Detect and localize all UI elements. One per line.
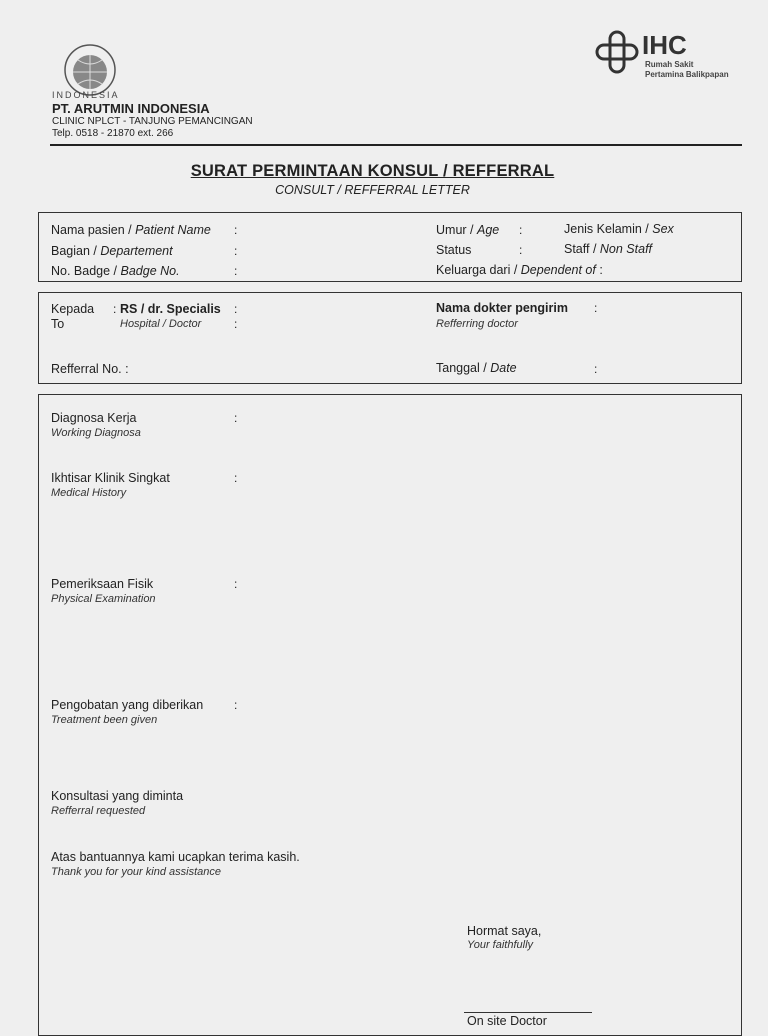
referring-doctor-label: Nama dokter pengirim xyxy=(436,301,568,315)
ihc-line2: Pertamina Balikpapan xyxy=(645,70,729,79)
to-label: Kepada xyxy=(51,302,95,316)
ihc-logo-text: IHC xyxy=(642,30,687,60)
physical-exam-label: Pemeriksaan Fisik xyxy=(51,577,154,591)
physical-exam-colon: : xyxy=(234,577,238,591)
patient-name-label: Nama pasien / Patient Name xyxy=(51,223,211,237)
ihc-cross-logo xyxy=(594,29,640,75)
treatment-colon: : xyxy=(234,698,238,712)
seal-bottom-text: INDONESIA xyxy=(52,90,120,100)
department-label: Bagian / Departement xyxy=(51,244,173,258)
badge-label: No. Badge / Badge No. xyxy=(51,264,180,278)
patient-name-colon: : xyxy=(234,223,238,237)
age-label: Umur / Age xyxy=(436,223,500,237)
regards-text: Hormat saya, xyxy=(467,924,542,938)
signature-caption: On site Doctor xyxy=(467,1014,547,1028)
working-diagnosis-colon: : xyxy=(234,411,238,425)
dependent-label: Keluarga dari / Dependent of : xyxy=(436,263,603,277)
date-label: Tanggal / Date xyxy=(436,361,517,375)
form-title: SURAT PERMINTAAN KONSUL / REFFERRAL xyxy=(190,162,555,180)
ihc-line1: Rumah Sakit xyxy=(645,60,694,69)
company-name: PT. ARUTMIN INDONESIA xyxy=(52,101,210,116)
treatment-label-en: Treatment been given xyxy=(51,714,158,726)
to-colon-3: : xyxy=(234,317,238,331)
sex-label: Jenis Kelamin / Sex xyxy=(564,222,674,236)
form-subtitle: CONSULT / REFFERRAL LETTER xyxy=(275,183,470,197)
referring-doctor-label-en: Refferring doctor xyxy=(436,318,518,330)
medical-history-label-en: Medical History xyxy=(51,487,127,499)
to-colon-1: : xyxy=(113,302,117,316)
to-value-sub: Hospital / Doctor xyxy=(120,318,202,330)
medical-history-label: Ikhtisar Klinik Singkat xyxy=(51,471,170,485)
date-colon: : xyxy=(594,362,598,376)
age-colon: : xyxy=(519,223,523,237)
referring-doctor-colon: : xyxy=(594,301,598,315)
signature-line xyxy=(464,1012,592,1013)
to-value: RS / dr. Specialis xyxy=(120,302,221,316)
thanks-text: Atas bantuannya kami ucapkan terima kasih. xyxy=(51,850,300,864)
treatment-label: Pengobatan yang diberikan xyxy=(51,698,204,712)
badge-colon: : xyxy=(234,264,238,278)
consultation-label: Konsultasi yang diminta xyxy=(51,789,184,803)
working-diagnosis-label-en: Working Diagnosa xyxy=(51,427,141,439)
regards-text-en: Your faithfully xyxy=(467,939,534,951)
clinic-name: CLINIC NPLCT - TANJUNG PEMANCINGAN xyxy=(52,116,253,127)
header-divider xyxy=(50,144,742,146)
status-value: Staff / Non Staff xyxy=(564,242,653,256)
referral-number-label: Refferral No. : xyxy=(51,362,129,376)
department-colon: : xyxy=(234,244,238,258)
working-diagnosis-label: Diagnosa Kerja xyxy=(51,411,137,425)
to-label-en: To xyxy=(51,317,65,331)
consultation-label-en: Refferral requested xyxy=(51,805,146,817)
status-label: Status xyxy=(436,243,472,257)
status-colon: : xyxy=(519,243,523,257)
thanks-text-en: Thank you for your kind assistance xyxy=(51,866,221,878)
physical-exam-label-en: Physical Examination xyxy=(51,593,156,605)
clinic-phone: Telp. 0518 - 21870 ext. 266 xyxy=(52,128,174,139)
medical-history-colon: : xyxy=(234,471,238,485)
to-colon-2: : xyxy=(234,302,238,316)
